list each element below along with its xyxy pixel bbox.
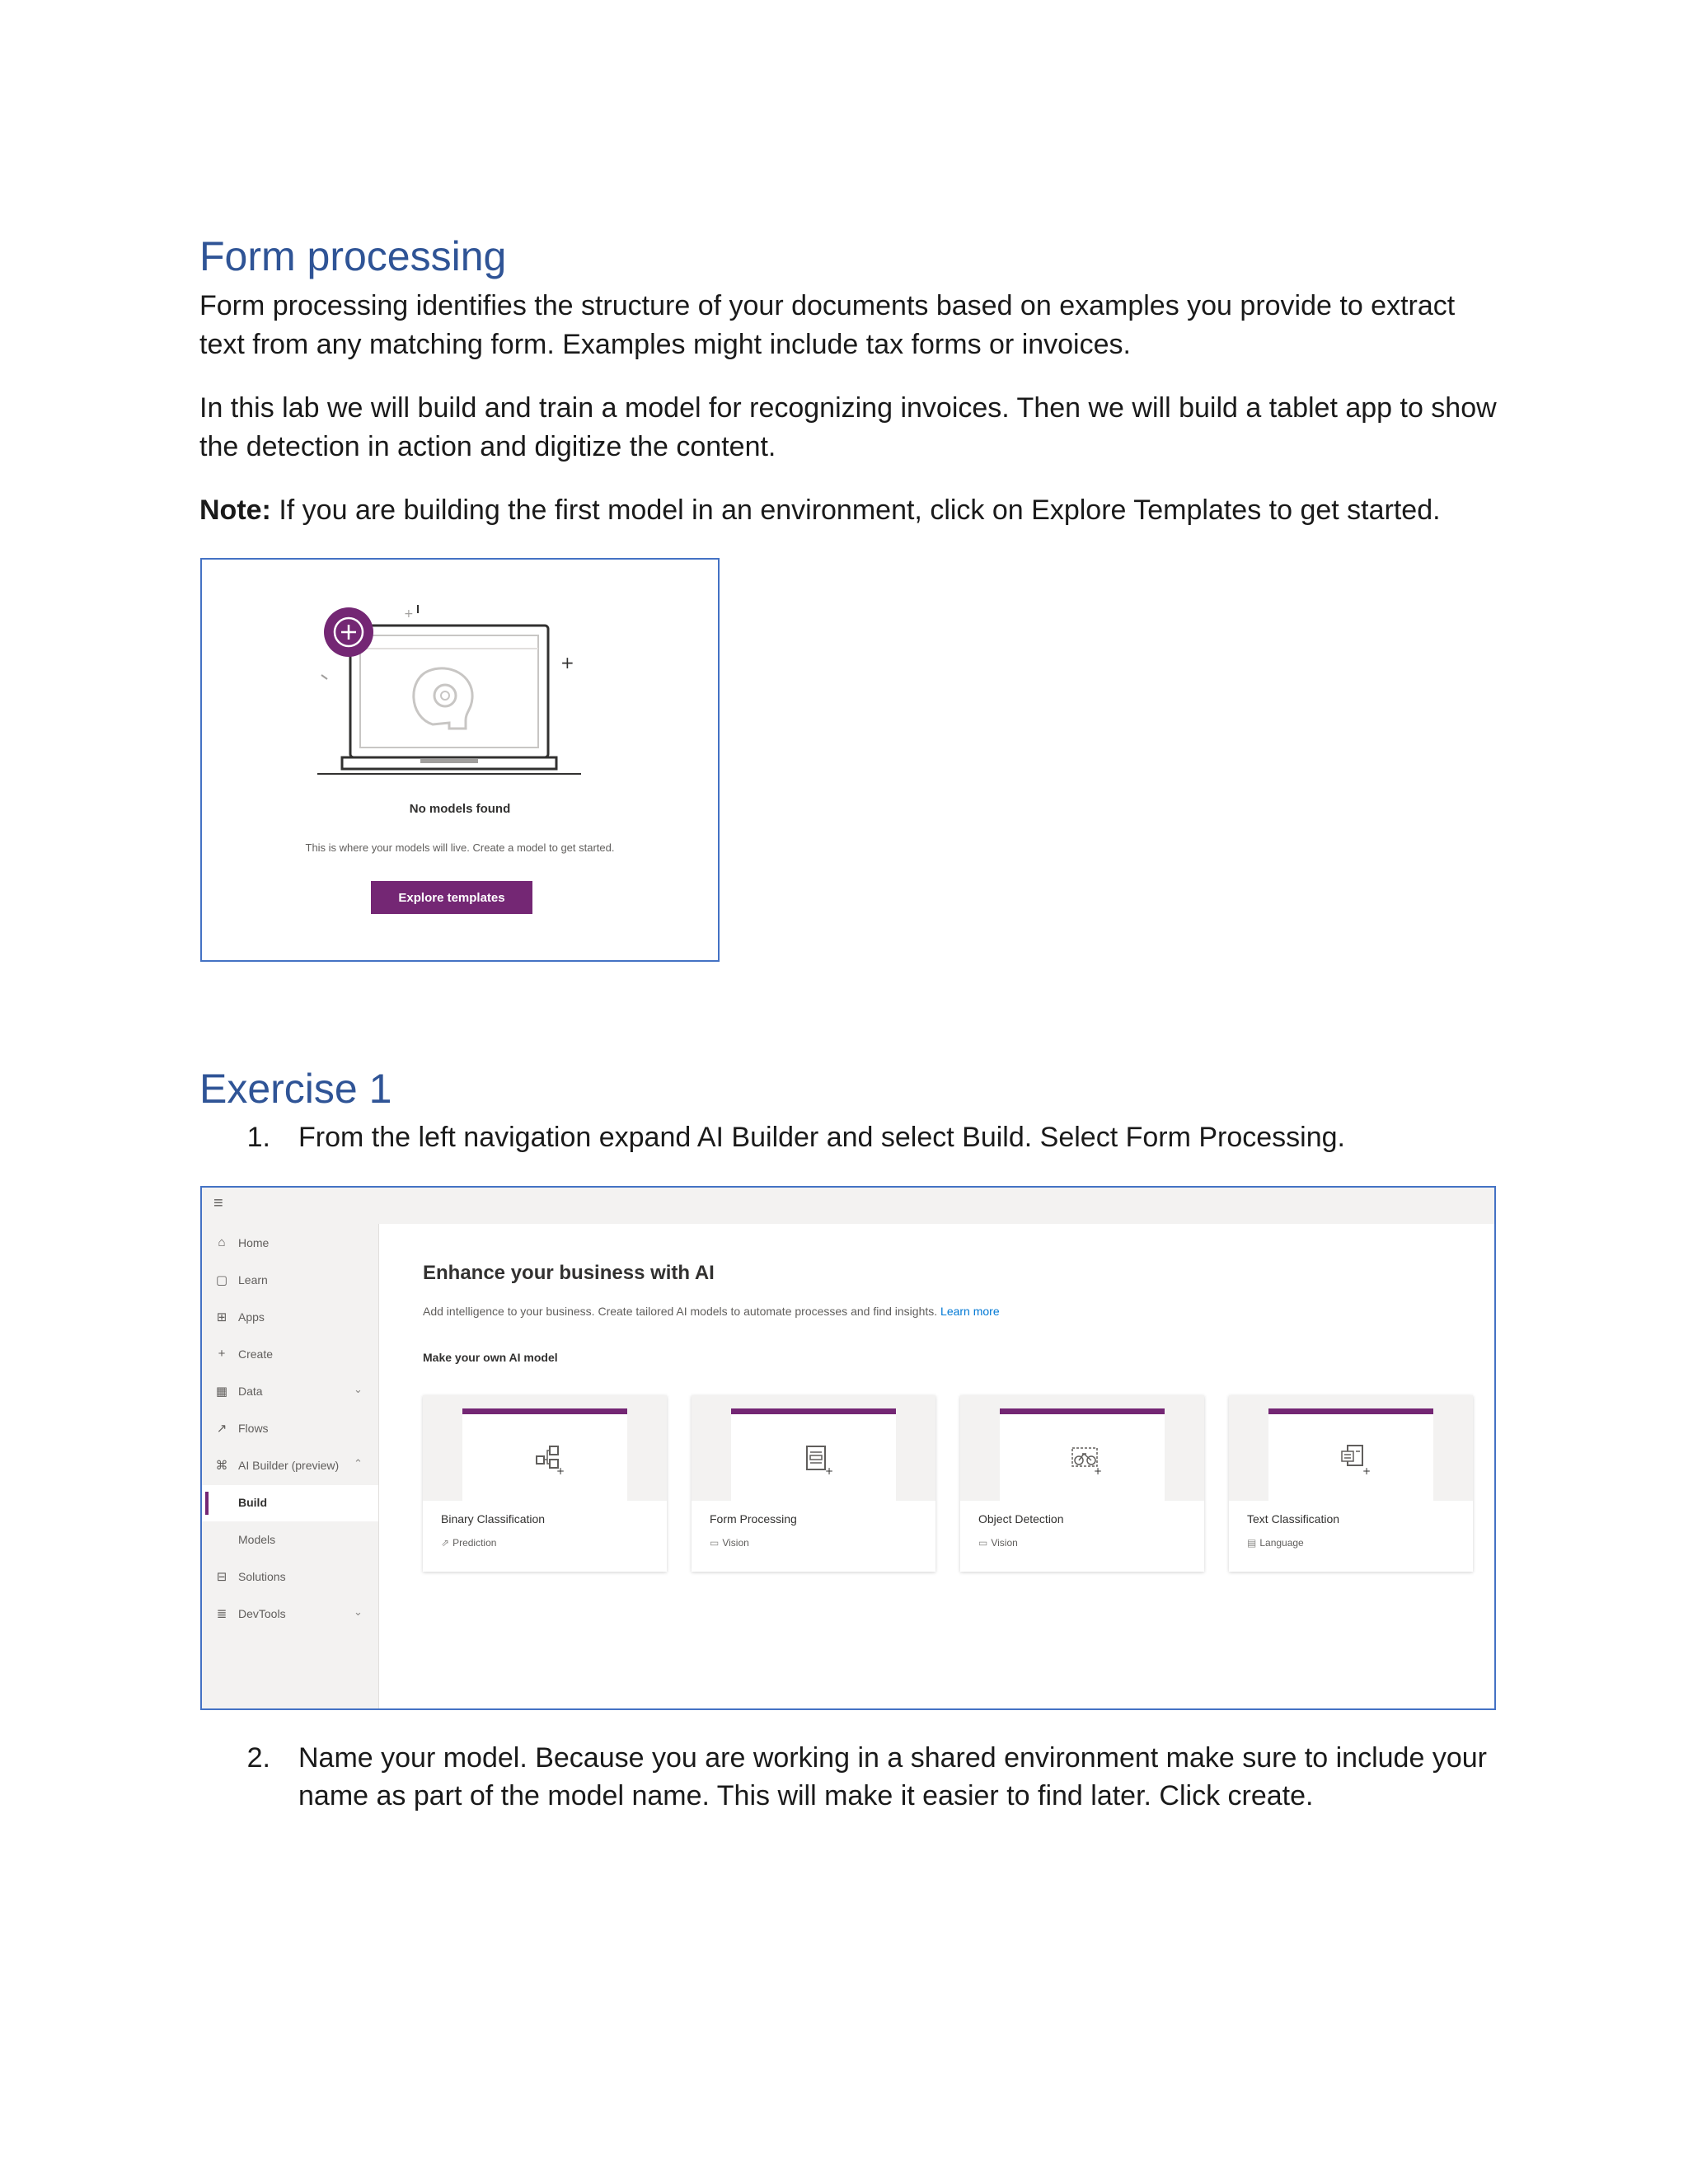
menu-icon[interactable]: ≡ <box>213 1194 223 1212</box>
nav-label: Apps <box>238 1310 265 1324</box>
card-title: Form Processing <box>710 1512 797 1526</box>
nav-item-home[interactable] <box>202 1226 378 1262</box>
card-tag <box>710 1537 749 1549</box>
step-2-text: Name your model. Because you are working in a shared environment make sure to include your name as part of the model name. This will make it easier to find later. Click create. <box>298 1742 1487 1811</box>
card-tag-label: Vision <box>722 1537 749 1549</box>
apps-icon: ⊞ <box>216 1310 227 1324</box>
card-paper <box>1268 1408 1433 1501</box>
binary-classification-icon <box>532 1441 565 1474</box>
card-paper <box>731 1408 896 1501</box>
ai-builder-screenshot <box>200 1186 1496 1710</box>
vision-icon: ▭ <box>710 1537 720 1549</box>
nav-label: Build <box>238 1496 267 1509</box>
paragraph-note <box>199 491 1502 530</box>
card-tag <box>978 1537 1018 1549</box>
nav-item-build[interactable] <box>202 1485 378 1521</box>
card-thumbnail <box>960 1395 1204 1501</box>
card-title: Binary Classification <box>441 1512 546 1526</box>
card-thumbnail <box>692 1395 935 1501</box>
card-object-detection[interactable] <box>960 1395 1204 1572</box>
nav-label: Create <box>238 1347 274 1361</box>
nav-label: Models <box>238 1533 276 1546</box>
card-title: Text Classification <box>1247 1512 1340 1526</box>
svg-text:+: + <box>1094 1465 1102 1474</box>
no-models-subtitle: This is where your models will live. Create a model to get started. <box>305 841 615 854</box>
devtools-icon: ≣ <box>216 1607 227 1621</box>
card-thumbnail <box>423 1395 667 1501</box>
nav-item-devtools[interactable] <box>202 1596 378 1633</box>
svg-text:+: + <box>1362 1465 1371 1474</box>
card-tag-label: Vision <box>991 1537 1018 1549</box>
nav-item-ai-builder[interactable] <box>202 1448 378 1484</box>
learn-more-link[interactable]: Learn more <box>940 1305 1000 1318</box>
nav-label: Data <box>238 1385 263 1398</box>
card-binary-classification[interactable] <box>423 1395 667 1572</box>
step-1-text: From the left navigation expand AI Builder and select Build. Select Form Processing. <box>298 1122 1345 1153</box>
table-icon: ▦ <box>215 1385 228 1399</box>
solutions-icon: ⊟ <box>216 1570 227 1584</box>
section-heading-form-processing: Form processing <box>199 233 507 279</box>
nav-item-solutions[interactable] <box>202 1559 378 1596</box>
plus-icon: + <box>218 1347 226 1361</box>
chevron-down-icon: ⌄ <box>354 1383 363 1395</box>
no-models-screenshot <box>200 558 720 962</box>
nav-item-learn[interactable] <box>202 1263 378 1299</box>
section-label: Make your own AI model <box>423 1351 558 1364</box>
nav-item-data[interactable] <box>202 1374 378 1410</box>
card-text-classification[interactable] <box>1229 1395 1473 1572</box>
flow-icon: ↗ <box>216 1422 227 1436</box>
step-number-2: 2. <box>246 1742 270 1774</box>
active-indicator <box>205 1492 209 1515</box>
card-paper <box>462 1408 627 1501</box>
nav-label: DevTools <box>238 1607 286 1620</box>
prediction-icon: ⇗ <box>441 1537 450 1549</box>
card-tag <box>441 1537 496 1549</box>
svg-text:+: + <box>556 1465 565 1474</box>
nav-label: AI Builder (preview) <box>238 1459 340 1472</box>
svg-text:+: + <box>404 607 414 621</box>
card-accent-stripe <box>1268 1408 1433 1414</box>
form-processing-icon <box>800 1441 833 1474</box>
text-classification-icon <box>1338 1441 1371 1474</box>
explore-templates-button[interactable]: Explore templates <box>371 881 532 914</box>
card-tag-label: Language <box>1259 1537 1304 1549</box>
object-detection-icon <box>1069 1441 1102 1474</box>
svg-text:+: + <box>560 653 574 673</box>
page-subtitle <box>423 1305 1000 1318</box>
card-accent-stripe <box>462 1408 627 1414</box>
subtitle-text: Add intelligence to your business. Create tailored AI models to automate processes and find insights. <box>423 1305 938 1318</box>
card-accent-stripe <box>731 1408 896 1414</box>
page-title: Enhance your business with AI <box>423 1262 715 1284</box>
svg-text:+: + <box>825 1465 833 1474</box>
note-text: If you are building the first model in an environment, click on Explore Templates to get started. <box>270 494 1441 526</box>
card-paper <box>1000 1408 1165 1501</box>
nav-label: Solutions <box>238 1570 286 1583</box>
paragraph-intro: Form processing identifies the structure of your documents based on examples you provide to extract text from any matching form. Examples might include tax forms or invoices. <box>199 290 1456 360</box>
language-icon: ▤ <box>1247 1537 1257 1549</box>
top-bar <box>378 1188 1496 1224</box>
nav-label: Home <box>238 1236 270 1249</box>
paragraph-lab: In this lab we will build and train a model for recognizing invoices. Then we will build a tablet app to show the detection in action and digitize the content. <box>199 392 1497 462</box>
step-number-1: 1. <box>246 1122 270 1153</box>
left-navigation <box>202 1188 379 1708</box>
card-tag <box>1247 1537 1304 1549</box>
laptop-illustration <box>317 601 598 782</box>
nav-label: Learn <box>238 1273 268 1286</box>
chevron-up-icon: ⌃ <box>354 1457 363 1469</box>
nav-label: Flows <box>238 1422 269 1435</box>
nav-item-flows[interactable] <box>202 1411 378 1447</box>
home-icon: ⌂ <box>218 1235 226 1249</box>
vision-icon: ▭ <box>978 1537 988 1549</box>
card-accent-stripe <box>1000 1408 1165 1414</box>
card-thumbnail <box>1229 1395 1473 1501</box>
section-heading-exercise: Exercise 1 <box>199 1066 392 1112</box>
nav-item-create[interactable] <box>202 1337 378 1373</box>
note-label: Note: <box>199 494 271 526</box>
ai-builder-icon: ⌘ <box>215 1459 228 1473</box>
nav-item-models[interactable] <box>202 1522 378 1558</box>
card-title: Object Detection <box>978 1512 1064 1526</box>
card-tag-label: Prediction <box>452 1537 497 1549</box>
chevron-down-icon: ⌄ <box>354 1605 363 1618</box>
card-form-processing[interactable] <box>692 1395 935 1572</box>
book-icon: ▢ <box>215 1273 228 1287</box>
no-models-title: No models found <box>409 802 511 816</box>
nav-item-apps[interactable] <box>202 1300 378 1336</box>
